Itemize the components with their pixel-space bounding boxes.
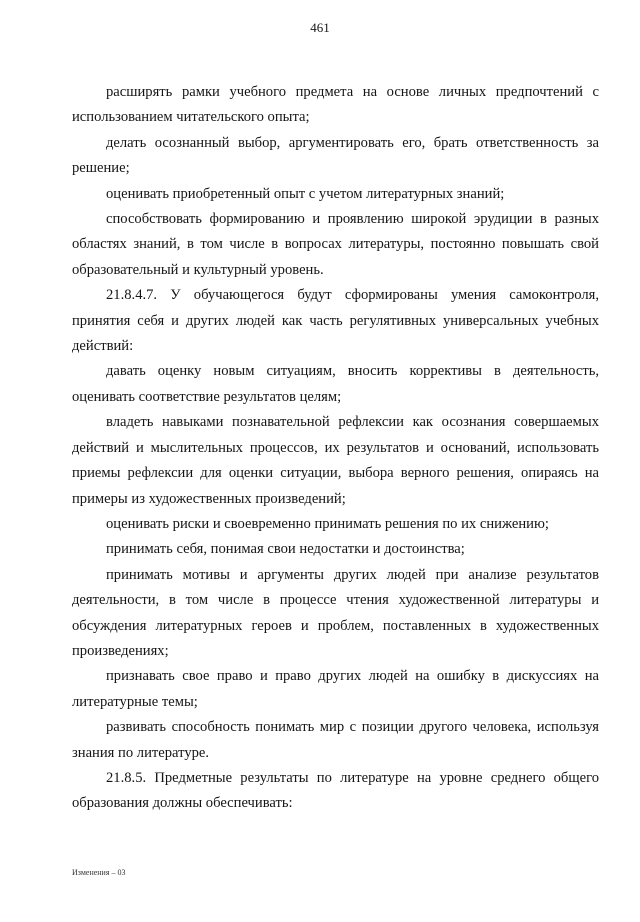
paragraph-12: развивать способность понимать мир с позиции другого человека, используя знания по литературе. bbox=[72, 719, 599, 761]
page-number: 461 bbox=[310, 20, 330, 35]
paragraph-9: принимать себя, понимая свои недостатки и достоинства; bbox=[106, 541, 465, 558]
paragraph-10: принимать мотивы и аргументы других людей при анализе результатов деятельности, в том числе в процессе чтения художественной литературы и обсуждения литературных героев и проблем, поставленных в художественных произведениях; bbox=[72, 566, 599, 659]
paragraph-7: владеть навыками познавательной рефлексии как осознания совершаемых действий и мыслительных процессов, их результатов и оснований, использовать приемы рефлексии для оценки ситуации, выбора верного решения, опираясь на примеры из художественных произведений; bbox=[72, 414, 599, 507]
paragraph-2: делать осознанный выбор, аргументировать его, брать ответственность за решение; bbox=[72, 134, 599, 177]
paragraph-4: способствовать формированию и проявлению широкой эрудиции в разных областях знаний, в том числе в вопросах литературы, постоянно повышать свой образовательный и культурный уровень. bbox=[72, 211, 599, 278]
section-21-8-4-7: 21.8.4.7. У обучающегося будут сформированы умения самоконтроля, принятия себя и других людей как часть регулятивных универсальных учебных действий: bbox=[72, 287, 599, 355]
paragraph-6: давать оценку новым ситуациям, вносить коррективы в деятельность, оценивать соответствие результатов целям; bbox=[72, 363, 599, 405]
footer-revision-note: Изменения – 03 bbox=[72, 868, 126, 877]
paragraph-3: оценивать приобретенный опыт с учетом литературных знаний; bbox=[106, 185, 505, 202]
paragraph-11: признавать свое право и право других людей на ошибку в дискуссиях на литературные темы; bbox=[72, 668, 599, 710]
paragraph-1: расширять рамки учебного предмета на основе личных предпочтений с использованием читательского опыта; bbox=[72, 84, 599, 126]
document-body bbox=[72, 80, 599, 817]
section-21-8-5: 21.8.5. Предметные результаты по литературе на уровне среднего общего образования должны обеспечивать: bbox=[72, 769, 599, 812]
paragraph-8: оценивать риски и своевременно принимать решения по их снижению; bbox=[106, 515, 549, 532]
